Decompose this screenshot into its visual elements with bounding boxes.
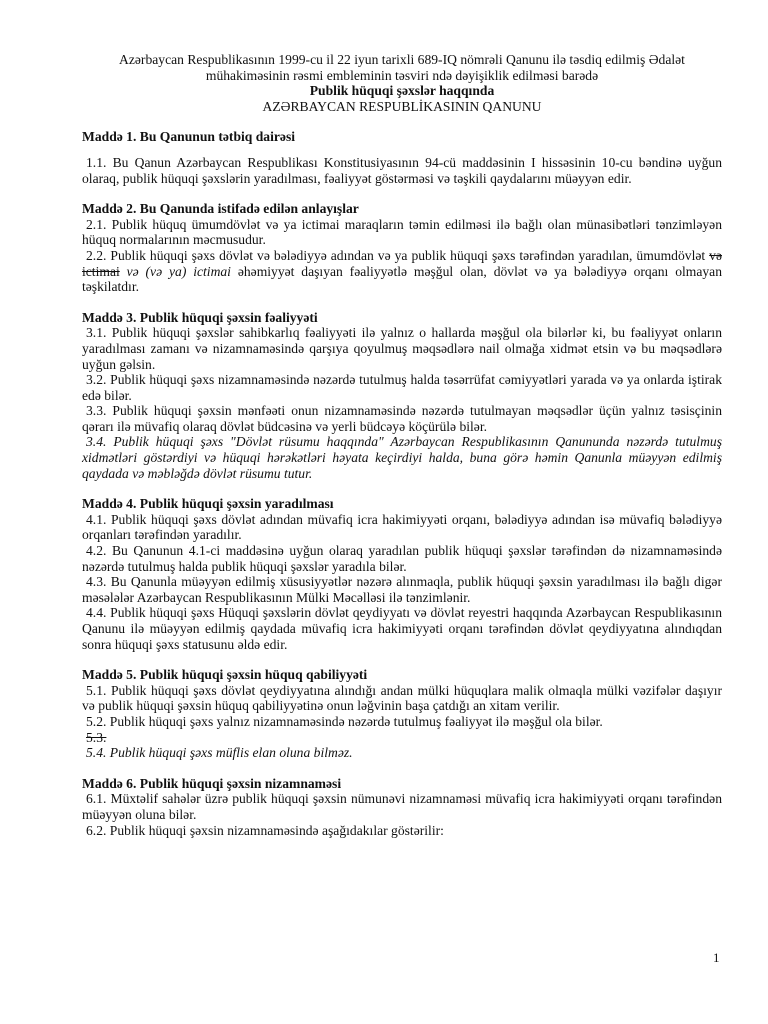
- article-4-title: Maddə 4. Publik hüquqi şəxsin yaradılması: [82, 496, 334, 512]
- article-1-title: Maddə 1. Bu Qanunun tətbiq dairəsi: [82, 129, 296, 145]
- paragraph-5-1: 5.1. Publik hüquqi şəxs dövlət qeydiyyatına alındığı andan mülki hüquqlara malik olmaqla mülki vəzifələr daşıyır və publik hüquqi şəxsin hüquq qabiliyyətinə onun ləğvinin başa çatdığı an xitam verilir.: [82, 682, 722, 714]
- paragraph-3-1: 3.1. Publik hüquqi şəxslər sahibkarlıq fəaliyyəti ilə yalnız o hallarda məşğul ola bilərlər ki, bu fəaliyyət onların yaradılması zamanı və nizamnaməsində qarşıya qoyulmuş məqsədlərə nail olmağa xidmət etsin və bu məqsədlərə uyğun gəlsin.: [82, 325, 722, 372]
- paragraph-5-2: 5.2. Publik hüquqi şəxs yalnız nizamnaməsində nəzərdə tutulmuş fəaliyyət ilə məşğul ola bilər.: [86, 713, 603, 729]
- paragraph-4-1: 4.1. Publik hüquqi şəxs dövlət adından müvafiq icra hakimiyyəti orqanı, bələdiyyə adından isə müvafiq bələdiyyə orqanları tərəfindən yaradılır.: [82, 511, 722, 543]
- paragraph-4-2: 4.2. Bu Qanunun 4.1-ci maddəsinə uyğun olaraq yaradılan publik hüquqi şəxslər tərəfindən də nizamnaməsində nəzərdə tutulmuş halda publik hüquqi şəxslər yaradıla bilər.: [82, 543, 722, 574]
- paragraph-2-2: [82, 248, 722, 295]
- paragraph-3-3: 3.3. Publik hüquqi şəxsin mənfəəti onun nizamnaməsində nəzərdə tutulmayan məqsədlər üçün yalnız təsisçinin qərarı ilə müvafiq olaraq dövlət büdcəsinə və yerli büdcəyə köçürülə bilər.: [82, 403, 722, 434]
- paragraph-3-4: 3.4. Publik hüquqi şəxs "Dövlət rüsumu haqqında" Azərbaycan Respublikasının Qanununda nəzərdə tutulmuş xidmətləri göstərdiyi və hüquqi hərəkətləri həyata keçirdiyi halda, buna görə həmin Qanunla müəyyən edilmiş qaydada və məbləğdə dövlət rüsumu tutur.: [82, 434, 722, 481]
- paragraph-1-1: 1.1. Bu Qanun Azərbaycan Respublikası Konstitusiyasının 94-cü maddəsinin I hissəsinin 10-cu bəndinə uyğun olaraq, publik hüquqi şəxslərin yaradılması, fəaliyyət göstərməsi və təşkili qaydalarını müəyyən edir.: [82, 154, 722, 186]
- struck-text: və ictimai: [82, 247, 722, 279]
- law-subtitle: AZƏRBAYCAN RESPUBLİKASININ QANUNU: [262, 98, 542, 114]
- paragraph-5-4: 5.4. Publik hüquqi şəxs müflis elan oluna bilməz.: [86, 745, 353, 761]
- paragraph-2-2-part-a: 2.2. Publik hüquqi şəxs dövlət və bələdiyyə adından və ya publik hüquqi şəxs tərəfindən yaradılan, ümumdövlət: [86, 247, 710, 263]
- paragraph-2-1: 2.1. Publik hüquq ümumdövlət və ya ictimai maraqların təmin edilməsi ilə bağlı olan münasibətləri tənzimləyən hüquq normalarının məcmusudur.: [82, 216, 722, 248]
- paragraph-6-2: 6.2. Publik hüquqi şəxsin nizamnaməsində aşağıdakılar göstərilir:: [86, 822, 444, 838]
- article-5-title: Maddə 5. Publik hüquqi şəxsin hüquq qabiliyyəti: [82, 667, 368, 683]
- article-2-title: Maddə 2. Bu Qanunda istifadə edilən anlayışlar: [82, 201, 359, 217]
- paragraph-5-3-repealed: 5.3.: [86, 729, 107, 745]
- paragraph-4-3: 4.3. Bu Qanunla müəyyən edilmiş xüsusiyyətlər nəzərə alınmaqla, publik hüquqi şəxsin yaradılması ilə bağlı digər məsələlər Azərbaycan Respublikasının Mülki Məcəlləsi ilə tənzimlənir.: [82, 574, 722, 605]
- paragraph-2-2-part-b: əhəmiyyət daşıyan fəaliyyətlə məşğul olan, dövlət və ya bələdiyyə orqanı olmayan təşkilatdır.: [82, 263, 722, 295]
- page-number: 1: [713, 950, 720, 965]
- inserted-text: və (və ya) ictimai: [119, 263, 231, 279]
- law-title: Publik hüquqi şəxslər haqqında: [309, 83, 495, 99]
- paragraph-4-4: 4.4. Publik hüquqi şəxs Hüquqi şəxslərin dövlət qeydiyyatı və dövlət reyestri haqqında Azərbaycan Respublikasının Qanunu ilə müəyyən edilmiş qaydada müvafiq icra hakimiyyəti orqanı tərəfindən dövlət qeydiyyatına alındıqdan sonra hüquqi şəxs statusunu əldə edir.: [82, 605, 722, 652]
- article-6-title: Maddə 6. Publik hüquqi şəxsin nizamnaməsi: [82, 775, 342, 791]
- paragraph-3-2: 3.2. Publik hüquqi şəxs nizamnaməsində nəzərdə tutulmuş halda təsərrüfat cəmiyyətləri yarada və ya onlarda iştirak edə bilər.: [82, 372, 722, 403]
- amendment-note: Azərbaycan Respublikasının 1999-cu il 22 iyun tarixli 689-IQ nömrəli Qanunu ilə təsdiq edilmiş Ədalət mühakiməsinin rəsmi embleminin təsviri ndə dəyişiklik edilməsi barədə: [119, 52, 685, 83]
- paragraph-6-1: 6.1. Müxtəlif sahələr üzrə publik hüquqi şəxsin nümunəvi nizamnaməsi müvafiq icra hakimiyyəti orqanı tərəfindən müəyyən oluna bilər.: [82, 791, 722, 822]
- law-header: [82, 52, 722, 114]
- document-body: [82, 52, 722, 838]
- article-3-title: Maddə 3. Publik hüquqi şəxsin fəaliyyəti: [82, 309, 318, 325]
